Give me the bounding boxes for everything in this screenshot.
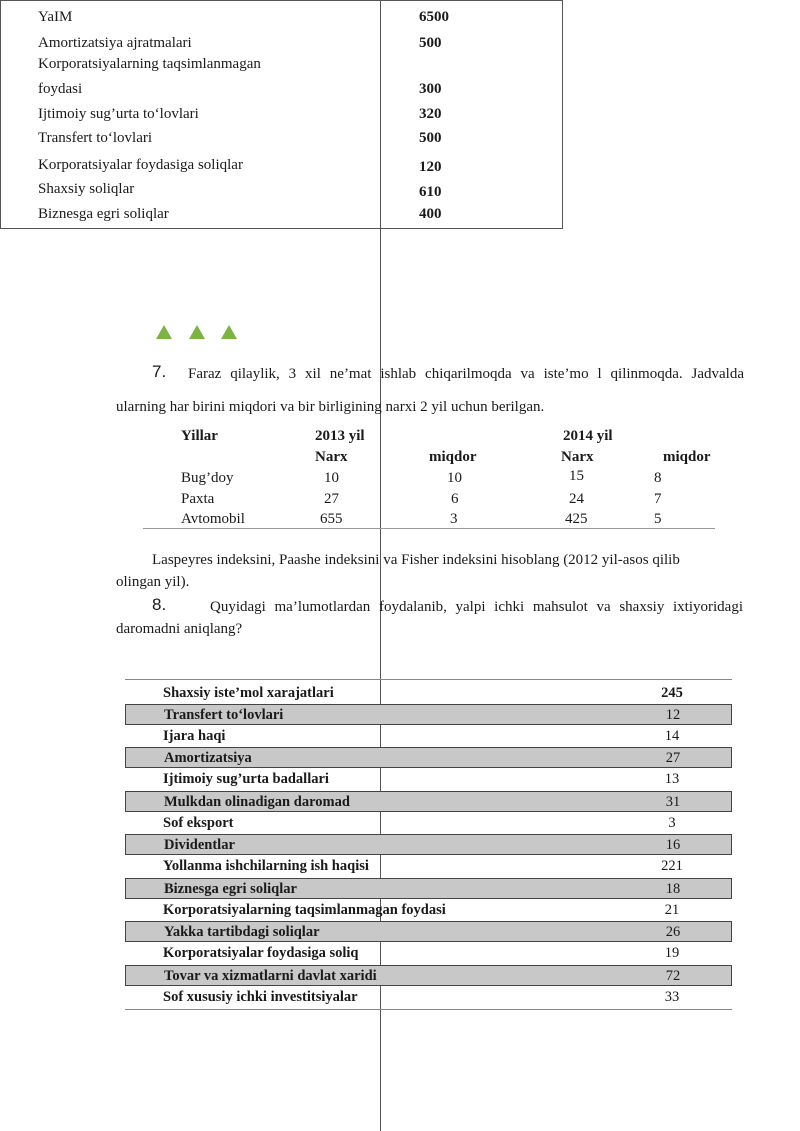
row-label: Tovar va xizmatlarni davlat xaridi [164,968,377,984]
cell-value: 15 [569,468,584,484]
cell-value: 655 [320,511,343,527]
problem-number: 7. [152,362,167,381]
cell-value: 5 [654,511,662,527]
row-label: Sof eksport [163,815,234,831]
table1-label: Ijtimoiy sug’urta to‘lovlari [38,106,199,122]
table-bottom-rule [125,1009,732,1010]
row-value: 27 [665,750,681,766]
table1-label: Shaxsiy soliqlar [38,181,135,197]
table1-value: 320 [419,106,442,122]
row-value: 221 [661,858,683,874]
row-value: 72 [665,968,681,984]
cell-value: 425 [565,511,588,527]
years-header: Yillar [181,428,218,444]
table1-label: foydasi [38,81,83,97]
table-row [125,900,732,921]
row-value: 12 [665,707,681,723]
row-label: Yakka tartibdagi soliqlar [164,924,320,940]
table-row [125,856,732,877]
price-header: Narx [561,449,594,465]
table-bottom-rule [143,528,715,529]
table-row [125,747,732,768]
triangle-icon [221,325,237,339]
table1-label: Amortizatsiya ajratmalari [38,35,192,51]
row-label: Shaxsiy iste’mol xarajatlari [163,685,334,701]
table-row [125,791,732,812]
row-label: Korporatsiyalar foydasiga soliq [163,945,359,961]
row-value: 3 [668,815,676,831]
row-label: Biznesga egri soliqlar [164,881,297,897]
row-value: 16 [665,837,681,853]
problem7-text-line2: ularning har birini miqdori va bir birligining narxi 2 yil uchun berilgan. [116,399,545,415]
cell-value: 10 [324,470,339,486]
price-header: Narx [315,449,348,465]
row-label: Mulkdan olinadigan daromad [164,794,350,810]
cell-value: 8 [654,470,662,486]
problem-number: 8. [152,595,167,614]
table1-label: Korporatsiyalar foydasiga soliqlar [38,157,243,173]
product-name: Paxta [181,491,215,507]
table1-value: 400 [419,206,442,222]
table1-label: Biznesga egri soliqlar [38,206,169,222]
triangle-icon [156,325,172,339]
table-top-rule [125,679,732,680]
row-label: Yollanma ishchilarning ish haqisi [163,858,369,874]
row-label: Ijtimoiy sug’urta badallari [163,771,329,787]
table-row [125,943,732,964]
cell-value: 24 [569,491,584,507]
table1-value: 6500 [419,9,449,25]
qty-header: miqdor [429,449,477,465]
row-value: 26 [665,924,681,940]
table-row [125,987,732,1008]
table-row [125,704,732,725]
row-label: Sof xususiy ichki investitsiyalar [163,989,358,1005]
macro-indicators-table [0,0,563,229]
problem8-text-line2: daromadni aniqlang? [116,621,243,637]
table-row [125,726,732,747]
cell-value: 3 [450,511,458,527]
product-name: Bug’doy [181,470,234,486]
row-value: 245 [661,685,683,701]
year1-header: 2013 yil [315,428,365,444]
table1-label: YaIM [38,9,73,25]
row-label: Transfert to‘lovlari [164,707,284,723]
row-label: Amortizatsiya [164,750,252,766]
table1-value: 610 [419,184,442,200]
cell-value: 10 [447,470,462,486]
table-row [125,834,732,855]
table1-label: Korporatsiyalarning taqsimlanmagan [38,56,261,72]
cell-value: 6 [451,491,459,507]
table-row [125,813,732,834]
row-value: 33 [664,989,680,1005]
problem8-text-line1: Quyidagi ma’lumotlardan foydalanib, yalpi ichki mahsulot va shaxsiy ixtiyoridagi [210,599,743,615]
table1-value: 500 [419,35,442,51]
qty-header: miqdor [663,449,711,465]
problem7-text-line1: Faraz qilaylik, 3 xil ne’mat ishlab chiqarilmoqda va iste’mo l qilinmoqda. Jadvalda [188,366,744,382]
table1-value: 500 [419,130,442,146]
table1-value: 120 [419,159,442,175]
table1-label: Transfert to‘lovlari [38,130,153,146]
cell-value: 7 [654,491,662,507]
table-row [125,878,732,899]
row-label: Ijara haqi [163,728,226,744]
row-value: 13 [664,771,680,787]
product-name: Avtomobil [181,511,245,527]
row-label: Dividentlar [164,837,235,853]
task-text-line2: olingan yil). [116,574,190,590]
table-row [125,921,732,942]
row-value: 18 [665,881,681,897]
table1-value: 300 [419,81,442,97]
row-value: 21 [664,902,680,918]
table-row [125,683,732,704]
task-text-line1: Laspeyres indeksini, Paashe indeksini va Fisher indeksini hisoblang (2012 yil-asos qilib [152,552,680,568]
cell-value: 27 [324,491,339,507]
row-value: 14 [664,728,680,744]
row-value: 19 [664,945,680,961]
table-row [125,965,732,986]
table-row [125,769,732,790]
triangle-icon [189,325,205,339]
row-label: Korporatsiyalarning taqsimlanmagan foydasi [163,902,446,918]
row-value: 31 [665,794,681,810]
year2-header: 2014 yil [563,428,613,444]
